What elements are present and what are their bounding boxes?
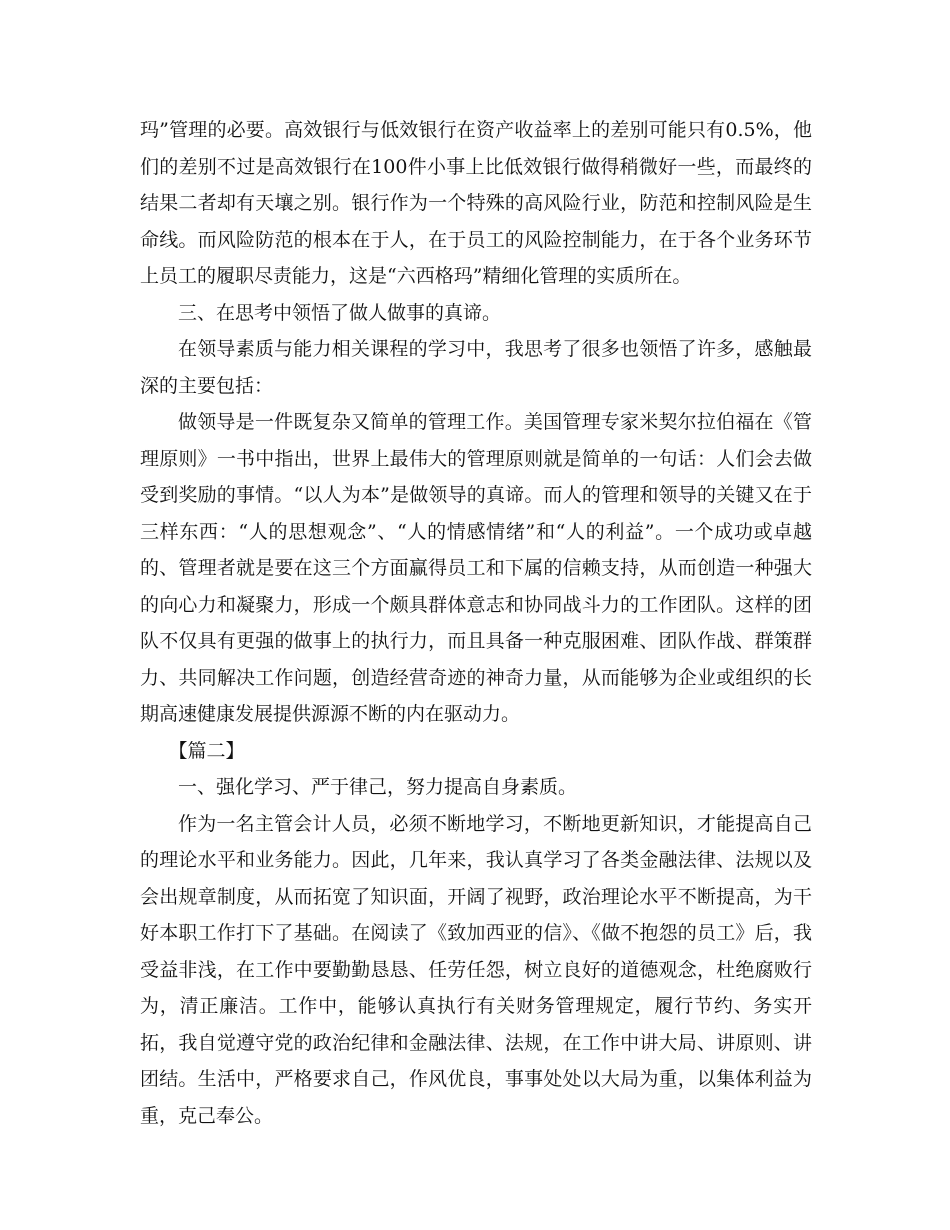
paragraph-continuation: 玛”管理的必要。高效银行与低效银行在资产收益率上的差别可能只有0.5%，他们的差别不过是高效银行在100件小事上比低效银行做得稍微好一些，而最终的结果二者却有天壤之别。银行作为一个特殊的高风险行业，防范和控制风险是生命线。而风险防范的根本在于人，在于员工的风险控制能力，在于各个业务环节上员工的履职尽责能力，这是“六西格玛”精细化管理的实质所在。 — [140, 119, 812, 287]
paragraph-intro: 在领导素质与能力相关课程的学习中，我思考了很多也领悟了许多，感触最深的主要包括： — [140, 338, 812, 397]
paragraph-accountant: 作为一名主管会计人员，必须不断地学习，不断地更新知识，才能提高自己的理论水平和业务能力。因此，几年来，我认真学习了各类金融法律、法规以及会出规章制度，从而拓宽了知识面，开阔了视野，政治理论水平不断提高，为干好本职工作打下了基础。在阅读了《致加西亚的信》、《做不抱怨的员工》后，我受益非浅，在工作中要勤勤恳恳、任劳任怨，树立良好的道德观念，杜绝腐败行为，清正廉洁。工作中，能够认真执行有关财务管理规定，履行节约、务实开拓，我自觉遵守党的政治纪律和金融法律、法规，在工作中讲大局、讲原则、讲团结。生活中，严格要求自己，作风优良，事事处处以大局为重，以集体利益为重，克己奉公。 — [140, 812, 812, 1127]
section-heading-one: 一、强化学习、严于律己，努力提高自身素质。 — [178, 776, 578, 798]
chapter-tag: 【篇二】 — [168, 739, 245, 762]
section-heading-three: 三、在思考中领悟了做人做事的真谛。 — [178, 301, 502, 324]
paragraph-leadership: 做领导是一件既复杂又简单的管理工作。美国管理专家米契尔拉伯福在《管理原则》一书中指出，世界上最伟大的管理原则就是简单的一句话：人们会去做受到奖励的事情。“以人为本”是做领导的真谛。而人的管理和领导的关键又在于三样东西：“人的思想观念”、“人的情感情绪”和“人的利益”。一个成功或卓越的、管理者就是要在这三个方面赢得员工和下属的信赖支持，从而创造一种强大的向心力和凝聚力，形成一个颇具群体意志和协同战斗力的工作团队。这样的团队不仅具有更强的做事上的执行力，而且具备一种克服困难、团队作战、群策群力、共同解决工作问题，创造经营奇迹的神奇力量，从而能够为企业或组织的长期高速健康发展提供源源不断的内在驱动力。 — [140, 411, 812, 725]
document-page — [140, 112, 812, 1134]
